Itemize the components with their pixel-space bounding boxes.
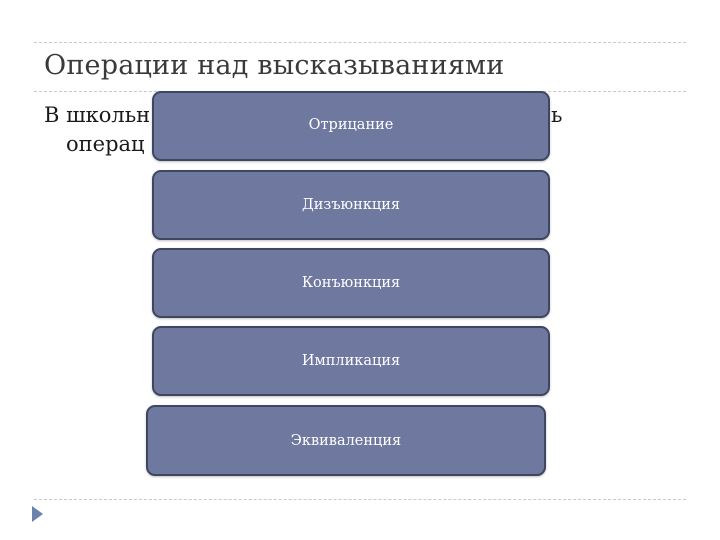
operation-box-implication bbox=[152, 326, 550, 396]
slide-title: Операции над высказываниями bbox=[44, 50, 505, 81]
operation-label: Импликация bbox=[301, 353, 401, 369]
body-text-line2: операц bbox=[66, 132, 145, 156]
top-divider bbox=[34, 42, 686, 43]
operation-label: Эквиваленция bbox=[290, 432, 402, 449]
body-text-line1: В школьн bbox=[44, 103, 151, 127]
triangle-arrow-icon bbox=[32, 506, 43, 522]
operation-box-equivalence bbox=[146, 405, 546, 476]
bottom-divider bbox=[34, 499, 686, 500]
body-text-line1-tail: ь bbox=[551, 103, 563, 127]
operation-label: Конъюнкция bbox=[301, 275, 401, 291]
operation-box-conjunction bbox=[152, 248, 550, 318]
operation-box-disjunction bbox=[152, 170, 550, 240]
operation-label: Дизъюнкция bbox=[301, 197, 401, 213]
operation-label: Отрицание bbox=[308, 117, 394, 133]
operation-box-negation bbox=[152, 91, 550, 161]
